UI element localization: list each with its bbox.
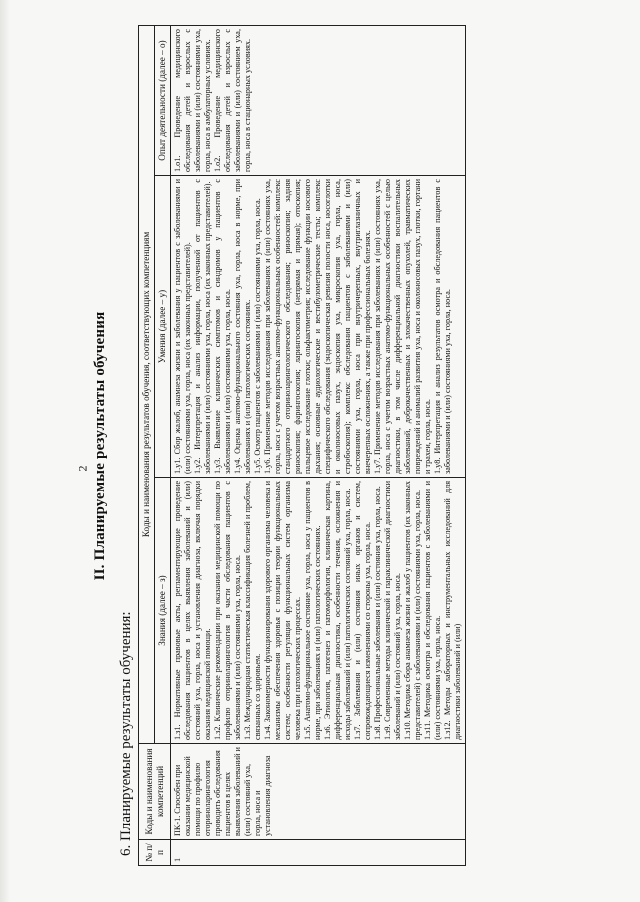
outcome-item: 1.у3. Выявление клинических симптомов и синдромов у пациентов с заболеваниями и (или) состояниями уха, горла, носа. — [213, 179, 233, 474]
learning-outcomes-table — [138, 25, 466, 866]
cell-skills — [171, 176, 466, 478]
table-header-row — [139, 26, 155, 866]
outcome-item: 1.з1. Нормативные правовые акты, регламентирующие проведение обследования пациентов в целях выявления заболеваний и (или) состояний уха, горла, носа и установления диагноза, включая порядки оказания медицинской помощи. — [173, 481, 213, 740]
outcome-item: 1.з8. Профессиональные заболевания и (или) состояния уха, горла, носа. — [373, 486, 383, 740]
outcome-item: 1.з10. Методика сбора анамнеза жизни и жалоб у пациентов (их законных представителей) с заболеваниями и (или) состояниями уха, горла, носа. — [403, 481, 423, 740]
outcome-item: 1.о1. Проведение медицинского обследования детей и взрослых с заболеваниями и (или) состояниями уха, горла, носа в амбулаторных условиях. — [173, 29, 213, 172]
table-subheader-row — [155, 26, 171, 866]
header-experience: Опыт деятельности (далее – о) — [155, 26, 171, 176]
outcome-item: 1.у1. Сбор жалоб, анамнеза жизни и заболевания у пациентов с заболеваниями и (или) состояниями уха, горла, носа (их законных представителей). — [173, 179, 193, 474]
header-skills: Умения (далее – у) — [155, 176, 171, 478]
outcome-item: 1.у4. Оценка анатомо-функционального состояния уха, горла, носа в норме, при заболеваниях и (или) патологических состояниях. — [233, 179, 253, 474]
cell-knowledge — [171, 478, 466, 744]
outcome-item: 1.з12. Методы лабораторных и инструментальных исследований для диагностики заболеваний и (или) — [443, 481, 463, 740]
outcome-item: 1.з6. Этиология, патогенез и патоморфология, клиническая картина, дифференциальная диагностика, особенности течения, осложнения и исходы заболеваний и (или) патологических состояний уха, горла, носа. — [323, 481, 353, 740]
outcome-item: 1.з2. Клинические рекомендации при оказании медицинской помощи по профилю оториноларингология в части обследования пациентов с заболеваниями и (или) состояниями уха, горла, носа. — [213, 481, 243, 740]
outcome-item: 1.о2. Проведение медицинского обследования детей и взрослых с заболеваниями и (или) состоянием уха, горла, носа в стационарных условиях. — [213, 29, 253, 172]
header-competency: Коды и наименования компетенций — [139, 744, 171, 840]
page-number: 2 — [75, 465, 90, 472]
outcome-item: 1.у7. Применение методов исследования при заболеваниях и (или) состояниях уха, горла, носа с учетом возрастных анатомо-функциональных особенностей с целью диагностики, в том числе дифференциальной диагностики воспалительных заболеваний, доброкачественных и злокачественных опухолей, травматических повреждений и аномалий развития уха, носа и околоносовых пазух, глотки, гортани и трахеи, горла, носа. — [373, 179, 433, 474]
outcome-item: 1.з5. Анатомо-функциональное состояние уха, горла, носа у пациентов в норме, при заболеваниях и (или) патологических состояниях. — [303, 481, 323, 740]
table-row — [171, 26, 466, 866]
subsection-title: 6. Планируемые результаты обучения: — [118, 611, 134, 856]
cell-competency: ПК-1. Способен при оказании медицинской помощи по профилю оториноларингология проводить обследования пациентов в целях выявления заболеваний и (или) состояний уха, горла, носа и установления диагноза — [171, 744, 466, 840]
outcome-item: 1.з7. Заболевания и (или) состояния иных органов и систем, сопровождающиеся изменениями со стороны уха, горла, носа. — [353, 481, 373, 740]
outcome-item: 1.з3. Международная статистическая классификация болезней и проблем, связанных со здоровьем. — [243, 481, 263, 740]
cell-num: 1 — [171, 840, 466, 866]
outcome-item: 1.з9. Современные методы клинической и параклинической диагностики заболеваний и (или) состояний уха, горла, носа. — [383, 481, 403, 740]
scan-edge — [0, 0, 10, 902]
outcome-item: 1.у8. Интерпретация и анализ результатов осмотра и обследования пациентов с заболеваниями и (или) состояниями уха, горла, носа. — [433, 179, 453, 474]
rotated-content — [92, 26, 632, 866]
section-title: II. Планируемые результаты обучения — [92, 311, 108, 581]
outcome-item: 1.з4. Закономерности функционирования здорового организма человека и механизмы обеспечения здоровья с позиции теории функциональных систем; особенности регуляции функциональных систем организма человека при патологических процессах. — [263, 481, 303, 740]
header-outcomes-group: Коды и наименования результатов обучения, соответствующих компетенциям — [139, 26, 155, 744]
outcome-item: 1.у2. Интерпретация и анализ информации, полученной от пациентов с заболеваниями и (или) состояниями уха, горла, носа (их законных представителей). — [193, 179, 213, 474]
outcome-item: 1.у6. Применение методов исследования при заболеваниях и (или) состояниях уха, горла, носа с учетом возрастных анатомо-функциональных особенностей: комплекс стандартного оториноларингологического обследования; риноскопия; задняя риноскопия; фарингоскопия; ларингоскопия (непрямая и прямая); отоскопия; пальцевое исследование глотки; ольфактометрия; исследование функции носового дыхания; основные аудиологические и вестибулометрические тесты; комплекс специфического обследования (эндоскопическая ревизия полости носа, носоглотки и околоносовых пазух, эндоскопия уха, микроскопия уха, горла, носа, стробоскопия); комплекс обследования пациентов с заболеваниями и (или) состояниями уха, горла, носа при внутричерепных, внутриглазничных и внечерепных осложнениях, а также при профессиональных болезнях. — [263, 179, 373, 474]
header-num: № п/п — [139, 840, 171, 866]
outcome-item: 1.з11. Методика осмотра и обследования пациентов с заболеваниями и (или) состояниями уха, горла, носа. — [423, 481, 443, 740]
header-knowledge: Знания (далее – з) — [155, 478, 171, 744]
outcome-item: 1.у5. Осмотр пациентов с заболеваниями и (или) состояниями уха, горла, носа. — [253, 198, 263, 474]
cell-experience — [171, 26, 466, 176]
